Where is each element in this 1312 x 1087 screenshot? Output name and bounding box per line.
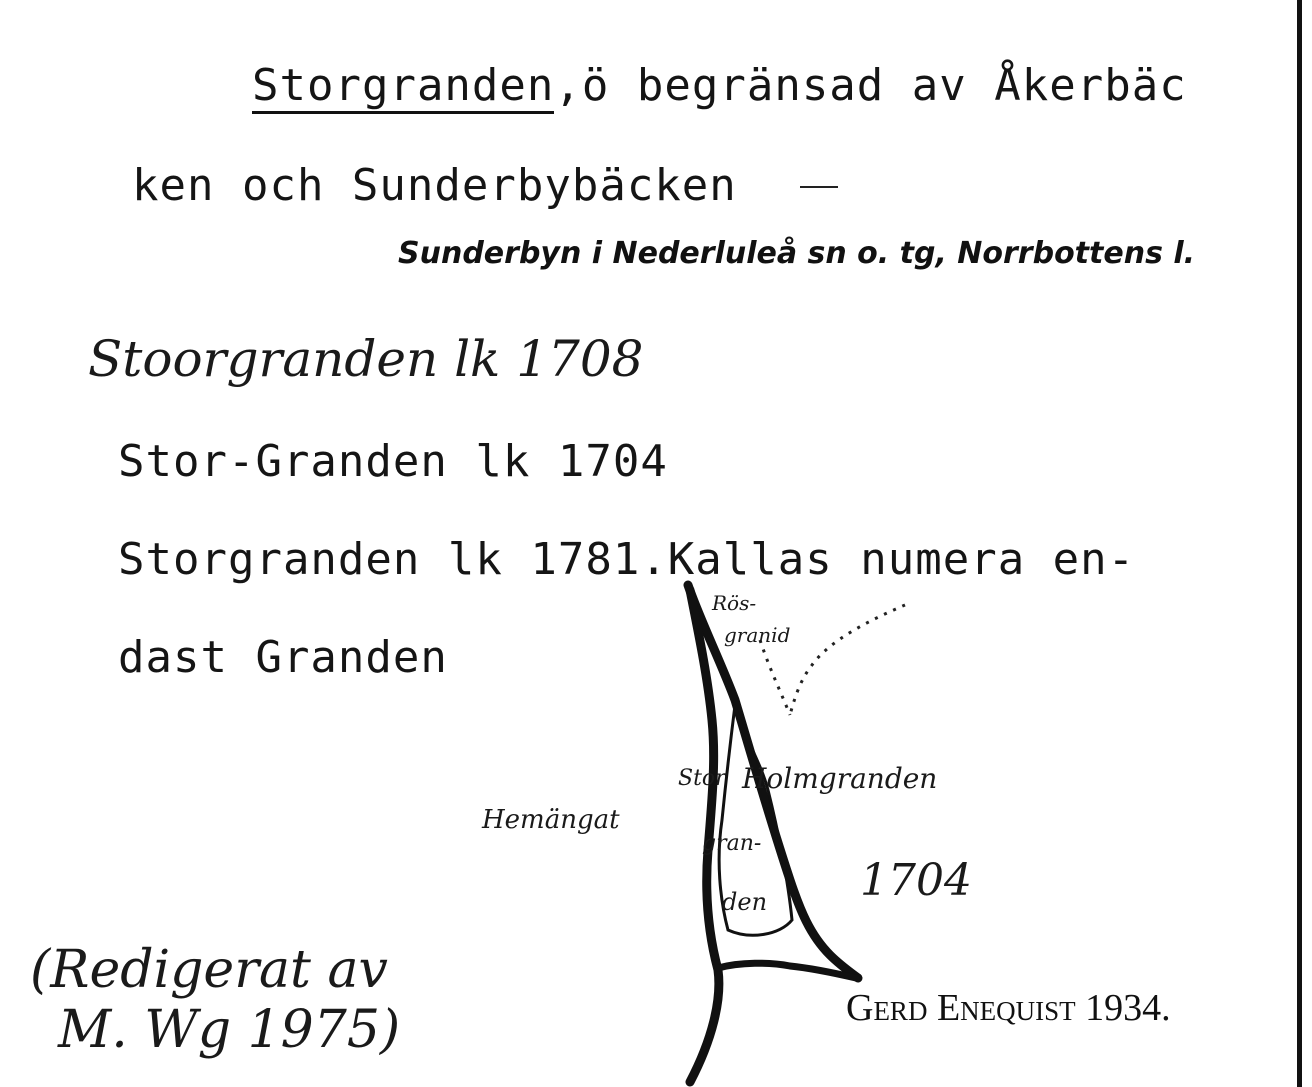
dotted-boundary-2 — [790, 605, 905, 715]
editor-note-line1: (Redigerat av — [30, 940, 388, 1000]
editor-note-line2: M. Wg 1975) — [58, 1000, 401, 1060]
form-current: dast Granden — [118, 632, 448, 683]
handwritten-form-1708: Stoorgranden lk 1708 — [88, 330, 644, 388]
heading-rest: ,ö begränsad av Åkerbäc — [554, 60, 1187, 111]
label-holmgranden: Holmgranden — [742, 762, 938, 795]
label-granid: granid — [724, 623, 791, 647]
author-signature: Gerd Enequist 1934. — [846, 987, 1171, 1029]
location-stamp: Sunderbyn i Nederluleå sn o. tg, Norrbottens l. — [398, 236, 1196, 271]
headword: Storgranden — [252, 60, 554, 114]
label-den: den — [722, 888, 768, 916]
label-hemangat: Hemängat — [482, 805, 620, 835]
heading-continuation: ken och Sunderbybäcken — [132, 160, 737, 211]
form-1781: Storgranden lk 1781.Kallas numera en- — [118, 534, 1136, 585]
label-ros: Rös- — [712, 591, 757, 615]
label-year-1704: 1704 — [860, 855, 972, 906]
dotted-boundary-1 — [760, 640, 790, 715]
label-stor: Stor — [678, 766, 726, 791]
label-gran: gran- — [702, 831, 762, 856]
form-1704: Stor-Granden lk 1704 — [118, 436, 668, 487]
